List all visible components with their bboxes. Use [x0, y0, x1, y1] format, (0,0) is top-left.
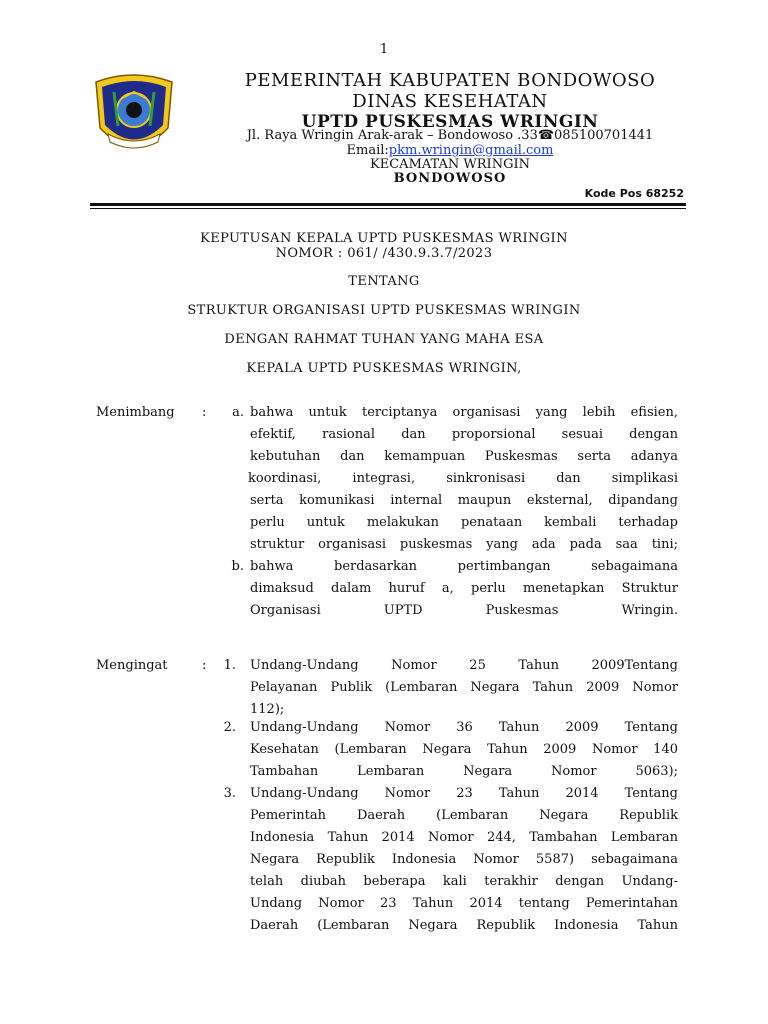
text-line: Organisasi UPTD Puskesmas Wringin. — [250, 603, 678, 618]
menimbang-item-a — [250, 402, 678, 556]
mengingat-item-3 — [250, 783, 678, 937]
menimbang-item-b — [250, 556, 678, 622]
text-line: Negara Republik Indonesia Nomor 5587) sebagaimana — [250, 852, 678, 867]
bondowoso-coat-of-arms-logo — [88, 68, 180, 160]
decree-title: KEPUTUSAN KEPALA UPTD PUSKESMAS WRINGIN — [200, 231, 568, 246]
text-line: Undang-Undang Nomor 36 Tahun 2009 Tentang — [250, 720, 678, 735]
email-link[interactable]: pkm.wringin@gmail.com — [388, 143, 554, 158]
text-line: bahwa berdasarkan pertimbangan sebagaimana — [250, 559, 678, 574]
decree-kepala: KEPALA UPTD PUSKESMAS WRINGIN, — [246, 361, 522, 376]
decree-number: NOMOR : 061/ /430.9.3.7/2023 — [275, 246, 493, 261]
menimbang-label: Menimbang — [96, 405, 175, 420]
menimbang-colon: : — [202, 405, 207, 420]
text-line: Undang-Undang Nomor 25 Tahun 2009Tentang — [250, 658, 678, 673]
text-line: bahwa untuk terciptanya organisasi yang lebih efisien, — [250, 405, 678, 420]
text-line: Undang-Undang Nomor 23 Tahun 2014 Tentang — [250, 786, 678, 801]
header-institution: UPTD PUSKESMAS WRINGIN — [301, 112, 599, 132]
text-line: struktur organisasi puskesmas yang ada pada saa tini; — [250, 537, 678, 552]
header-divider-thin — [90, 208, 686, 209]
header-government: PEMERINTAH KABUPATEN BONDOWOSO — [244, 70, 656, 91]
header-email-line — [170, 143, 730, 158]
menimbang-item-b-marker: b. — [231, 559, 244, 574]
mengingat-item-2 — [250, 717, 678, 783]
mengingat-colon: : — [202, 658, 207, 673]
text-line: Undang Nomor 23 Tahun 2014 tentang Pemerintahan — [250, 896, 678, 911]
text-line: Pelayanan Publik (Lembaran Negara Tahun 2009 Nomor — [250, 680, 678, 695]
header-agency: DINAS KESEHATAN — [352, 91, 548, 112]
header-divider-thick — [90, 203, 686, 206]
menimbang-item-a-marker: a. — [232, 405, 244, 420]
email-label: Email: — [346, 143, 389, 158]
mengingat-item-2-marker: 2. — [223, 720, 236, 735]
text-line: perlu untuk melakukan penataan kembali terhadap — [250, 515, 678, 530]
text-line: koordinasi, integrasi, sinkronisasi dan simplikasi — [248, 471, 678, 486]
text-line: serta komunikasi internal maupun eksternal, dipandang — [250, 493, 678, 508]
mengingat-item-1-marker: 1. — [223, 658, 236, 673]
text-line: Kesehatan (Lembaran Negara Tahun 2009 Nomor 140 — [250, 742, 678, 757]
text-line: kebutuhan dan kemampuan Puskesmas serta adanya — [250, 449, 678, 464]
header-address: Jl. Raya Wringin Arak-arak – Bondowoso .33☎085100701441 — [246, 128, 654, 143]
header-kabupaten: BONDOWOSO — [393, 171, 507, 186]
mengingat-item-1 — [250, 655, 678, 721]
decree-subject: STRUKTUR ORGANISASI UPTD PUSKESMAS WRINGIN — [187, 303, 581, 318]
text-line: efektif, rasional dan proporsional sesuai dengan — [250, 427, 678, 442]
decree-rahmat: DENGAN RAHMAT TUHAN YANG MAHA ESA — [224, 332, 544, 347]
mengingat-item-3-marker: 3. — [223, 786, 236, 801]
text-line: Tambahan Lembaran Negara Nomor 5063); — [250, 764, 678, 779]
text-line: Daerah (Lembaran Negara Republik Indonesia Tahun — [250, 918, 678, 933]
text-line: Indonesia Tahun 2014 Nomor 244, Tambahan Lembaran — [250, 830, 678, 845]
page-number: 1 — [379, 42, 389, 57]
text-line: Pemerintah Daerah (Lembaran Negara Republik — [250, 808, 678, 823]
postal-code: Kode Pos 68252 — [584, 187, 684, 200]
text-line: dimaksud dalam huruf a, perlu menetapkan Struktur — [250, 581, 678, 596]
text-line: 112); — [250, 702, 285, 717]
text-line: telah diubah beberapa kali terakhir dengan Undang- — [250, 874, 678, 889]
decree-tentang: TENTANG — [348, 274, 420, 289]
header-kecamatan: KECAMATAN WRINGIN — [370, 157, 530, 172]
mengingat-label: Mengingat — [96, 658, 168, 673]
